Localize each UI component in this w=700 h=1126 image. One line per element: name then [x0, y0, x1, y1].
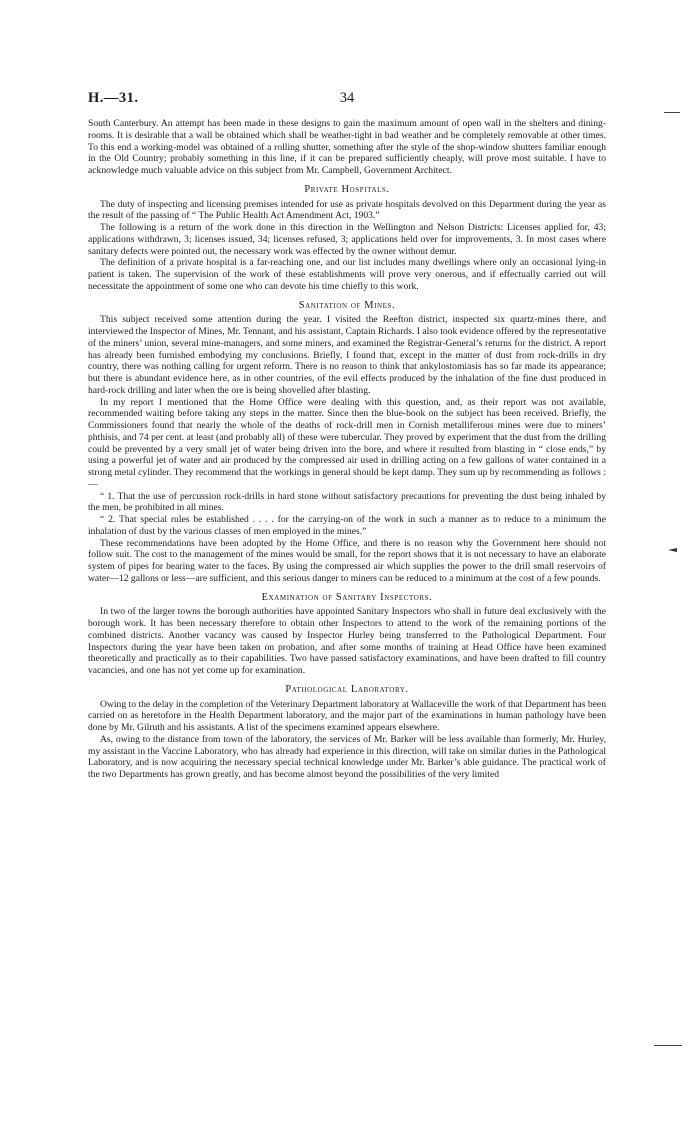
paragraph: The following is a return of the work done in this direction in the Wellington and Nelson Districts: Licenses applied for, 43; applications withdrawn, 3; licenses issued, 34; licenses refused, 3; applications held over for improvements, 3. In most cases where sanitary defects were pointed out, the necessary work was effected by the owner without demur. — [88, 222, 606, 257]
paragraph: In two of the larger towns the borough authorities have appointed Sanitary Inspectors who shall in future deal exclusively with the borough work. It has been necessary therefore to obtain other Inspectors to attend to the work of the remaining portions of the combined districts. Another vacancy was caused by Inspector Hurley being transferred to the Pathological Department. Four Inspectors during the year have been taken on probation, and after some months of training at Head Office have been examined theoretically and practically as to their capabilities. Two have passed satisfactory examinations, and have been drafted to fill country vacancies, and one has not yet come up for examination. — [88, 606, 606, 676]
section-heading-sanitary-inspectors: Examination of Sanitary Inspectors. — [261, 591, 433, 603]
paragraph: These recommendations have been adopted by the Home Office, and there is no reason why the Government here should not follow suit. The cost to the management of the mines would be small, for the report shows that it is not necessary to have an elaborate system of pipes for bearing water to the faces. By using the compressed air which supplies the power to the drill small reservoirs of water—12 gallons or less—are sufficient, and this serious danger to miners can be reduced to a minimum at the cost of a few pounds. — [88, 537, 606, 584]
section-heading-sanitation-of-mines: Sanitation of Mines. — [298, 299, 396, 311]
margin-rule-top — [664, 112, 680, 113]
report-reference: H.—31. — [88, 90, 139, 106]
margin-rule-bottom — [654, 1045, 682, 1046]
quoted-recommendation: “ 1. That the use of percussion rock-drills in hard stone without satisfactory precautions for preventing the dust being inhaled by the men, be prohibited in all mines. — [88, 490, 606, 514]
paragraph: In my report I mentioned that the Home Office were dealing with this question, and, as their report was not available, recommended waiting before taking any steps in the matter. Since then the blue-book on the subject has been received. Briefly, the Commissioners found that nearly the whole of the deaths of rock-drill men in Cornish metalliferous mines were due to miners’ phthisis, and 74 per cent. at least (and probably all) of these were tubercular. They proved by experiment that the dust from the drilling could be prevented by a very small jet of water being driven into the bore, and where it resulted from blasting in “ close ends,” by using a powerful jet of water and air produced by the compressed air used in drilling acting on a few gallons of water contained in a strong metal cylinder. They recommend that the workings in general should be kept damp. They sum up by recommending as follows :— — [88, 396, 606, 490]
paragraph: This subject received some attention during the year. I visited the Reefton district, inspected six quartz-mines there, and interviewed the Inspector of Mines, Mr. Tennant, and his assistant, Captain Richards. I also took evidence offered by the representative of the miners’ union, several mine-managers, and some miners, and examined the Registrar-General’s returns for the district. A report has already been furnished embodying my conclusions. Briefly, I found that, except in the matter of dust from rock-drills in dry country, there was nothing calling for urgent reform. There is no reason to think that ankylostomiasis has so far made its appearance; but there is abundant evidence here, as in other countries, of the evil effects produced by the inhalation of the fine dust produced in hard-rock drilling and later when the ore is being shovelled after blasting. — [88, 314, 606, 396]
document-body — [88, 118, 606, 781]
quoted-recommendation: “ 2. That special rules be established . . . . for the carrying-on of the work in such a manner as to reduce to a minimum the inhalation of dust by the various classes of men employed in the mines.” — [88, 514, 606, 537]
paragraph: South Canterbury. An attempt has been made in these designs to gain the maximum amount of open wall in the shelters and dining-rooms. It is desirable that a wall be obtained which shall be weather-tight in bad weather and be completely removable at other times. To this end a working-model was obtained of a rolling shutter, something after the style of the shop-window shutters familiar enough in the Old Country; probably something in this line, if it can be prepared sufficiently cheaply, will prove most suitable. I have to acknowledge much valuable advice on this subject from Mr. Campbell, Government Architect. — [88, 118, 606, 176]
margin-arrow-icon — [668, 548, 677, 552]
section-heading-private-hospitals: Private Hospitals. — [304, 183, 390, 195]
page-header — [88, 90, 606, 112]
paragraph: The definition of a private hospital is a far-reaching one, and our list includes many dwellings where only an occasional lying-in patient is taken. The supervision of the work of these establishments will prove very onerous, and if effectually carried out will necessitate the appointment of some one who can devote his time chiefly to this work. — [88, 257, 606, 292]
paragraph: Owing to the delay in the completion of the Veterinary Department laboratory at Wallaceville the work of that Department has been carried on as heretofore in the Health Department laboratory, and the major part of the examinations in human pathology have been done by Mr. Gilruth and his assistants. A list of the specimens examined appears elsewhere. — [88, 698, 606, 733]
section-heading-pathological-laboratory: Pathological Laboratory. — [285, 683, 409, 695]
page-number: 34 — [339, 90, 355, 106]
paragraph: The duty of inspecting and licensing premises intended for use as private hospitals devolved on this Department during the year as the result of the passing of “ The Public Health Act Amendment Act, 1903.” — [88, 198, 606, 222]
paragraph: As, owing to the distance from town of the laboratory, the services of Mr. Barker will be less available than formerly, Mr. Hurley, my assistant in the Vaccine Laboratory, who has already had experience in this direction, will take on similar duties in the Pathological Laboratory, and is now acquiring the necessary special technical knowledge under Mr. Barker’s able guidance. The practical work of the two Departments has grown greatly, and has become almost beyond the possibilities of the very limited — [88, 733, 606, 780]
